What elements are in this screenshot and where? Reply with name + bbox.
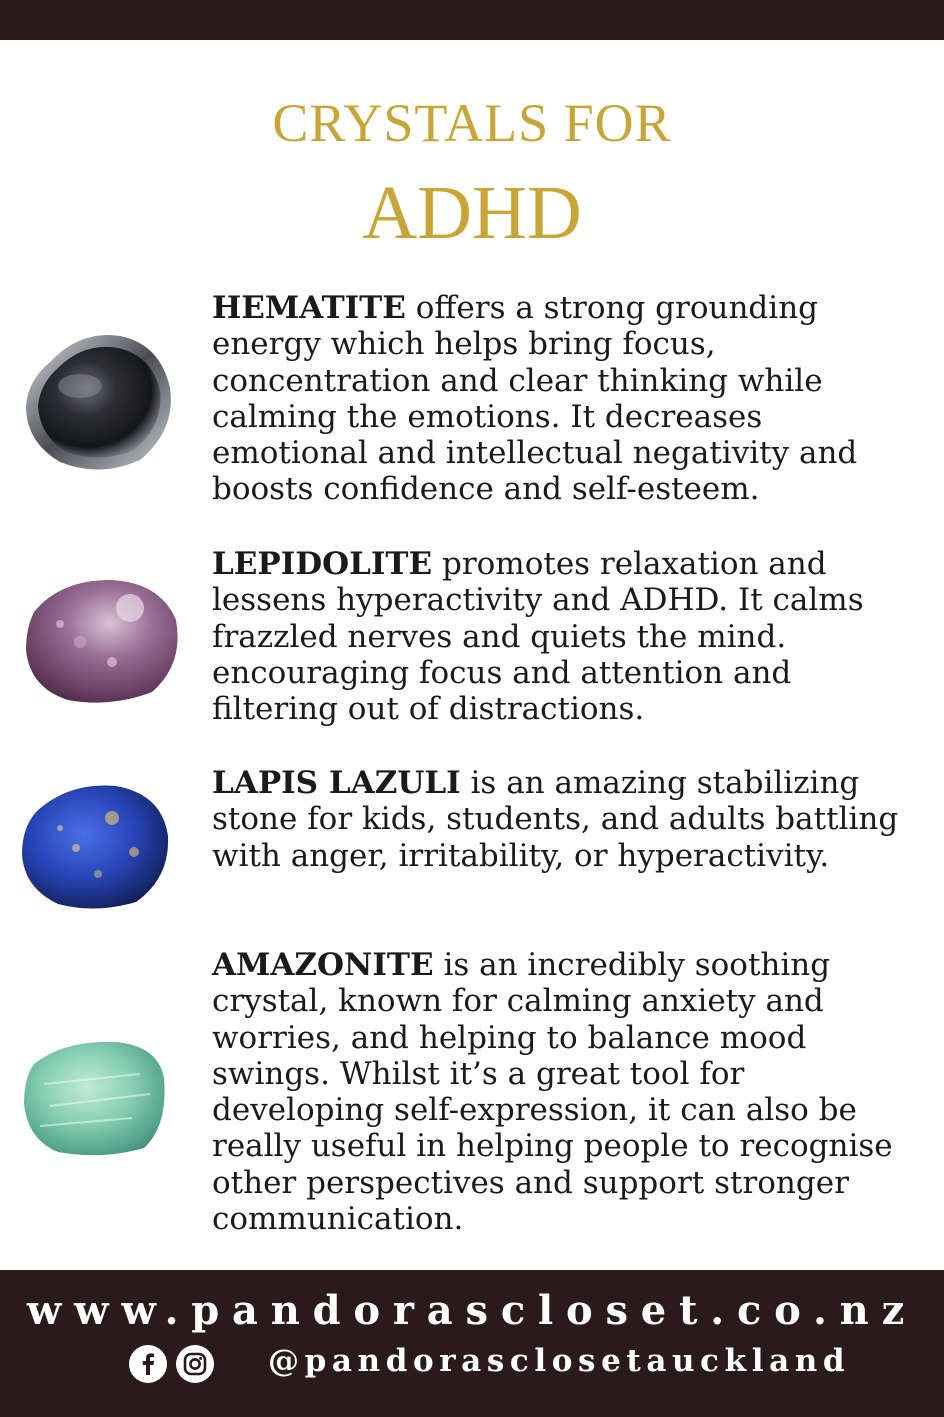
- crystal-name: LEPIDOLITE: [212, 546, 433, 582]
- crystal-line: LAPIS LAZULI is an amazing stabilizing: [212, 765, 860, 801]
- crystal-line: concentration and clear thinking while: [212, 362, 823, 399]
- hematite-stone-image: [20, 322, 180, 482]
- page-title-line1: CRYSTALS FOR: [272, 93, 672, 153]
- hematite-description: [212, 290, 924, 508]
- crystal-line: worries, and helping to balance mood: [212, 1019, 807, 1056]
- crystal-line: communication.: [212, 1201, 464, 1238]
- crystal-name: LAPIS LAZULI: [212, 765, 461, 801]
- crystal-line: boosts confidence and self-esteem.: [212, 471, 760, 508]
- crystal-line: filtering out of distractions.: [212, 691, 645, 728]
- crystal-line: with anger, irritability, or hyperactivity.: [212, 837, 830, 874]
- website-link[interactable]: www.pandorascloset.co.nz: [26, 1287, 918, 1334]
- crystal-line: energy which helps bring focus,: [212, 326, 716, 363]
- crystal-line: LEPIDOLITE promotes relaxation and: [212, 546, 827, 582]
- crystal-line: crystal, known for calming anxiety and: [212, 983, 824, 1020]
- lapis-lazuli-description: [212, 765, 924, 874]
- facebook-icon[interactable]: [129, 1345, 167, 1383]
- crystal-line: encouraging focus and attention and: [212, 654, 792, 691]
- crystal-line: HEMATITE offers a strong grounding: [212, 290, 819, 326]
- crystal-name: HEMATITE: [212, 290, 406, 326]
- page-title-line2: ADHD: [362, 171, 582, 255]
- crystal-line: AMAZONITE is an incredibly soothing: [212, 947, 831, 983]
- instagram-icon[interactable]: [176, 1345, 214, 1383]
- crystal-line: other perspectives and support stronger: [212, 1164, 849, 1201]
- amazonite-description: [212, 947, 924, 1237]
- crystal-name: AMAZONITE: [212, 947, 434, 983]
- amazonite-stone-image: [20, 1034, 170, 1162]
- crystal-line: lessens hyperactivity and ADHD. It calms: [212, 582, 864, 619]
- crystal-line: frazzled nerves and quiets the mind.: [212, 618, 787, 655]
- crystal-line: emotional and intellectual negativity and: [212, 435, 858, 472]
- crystal-line: calming the emotions. It decreases: [212, 398, 763, 435]
- lepidolite-stone-image: [20, 572, 185, 710]
- lepidolite-description: [212, 546, 924, 727]
- crystal-line: developing self-expression, it can also be: [212, 1092, 857, 1129]
- social-handle[interactable]: @pandorasclosetauckland: [268, 1343, 851, 1379]
- lapis-lazuli-stone-image: [16, 778, 174, 914]
- crystal-line: stone for kids, students, and adults battling: [212, 801, 899, 838]
- crystal-line: really useful in helping people to recognise: [212, 1128, 893, 1165]
- crystal-line: swings. Whilst it’s a great tool for: [212, 1055, 745, 1092]
- top-bar: [0, 0, 944, 40]
